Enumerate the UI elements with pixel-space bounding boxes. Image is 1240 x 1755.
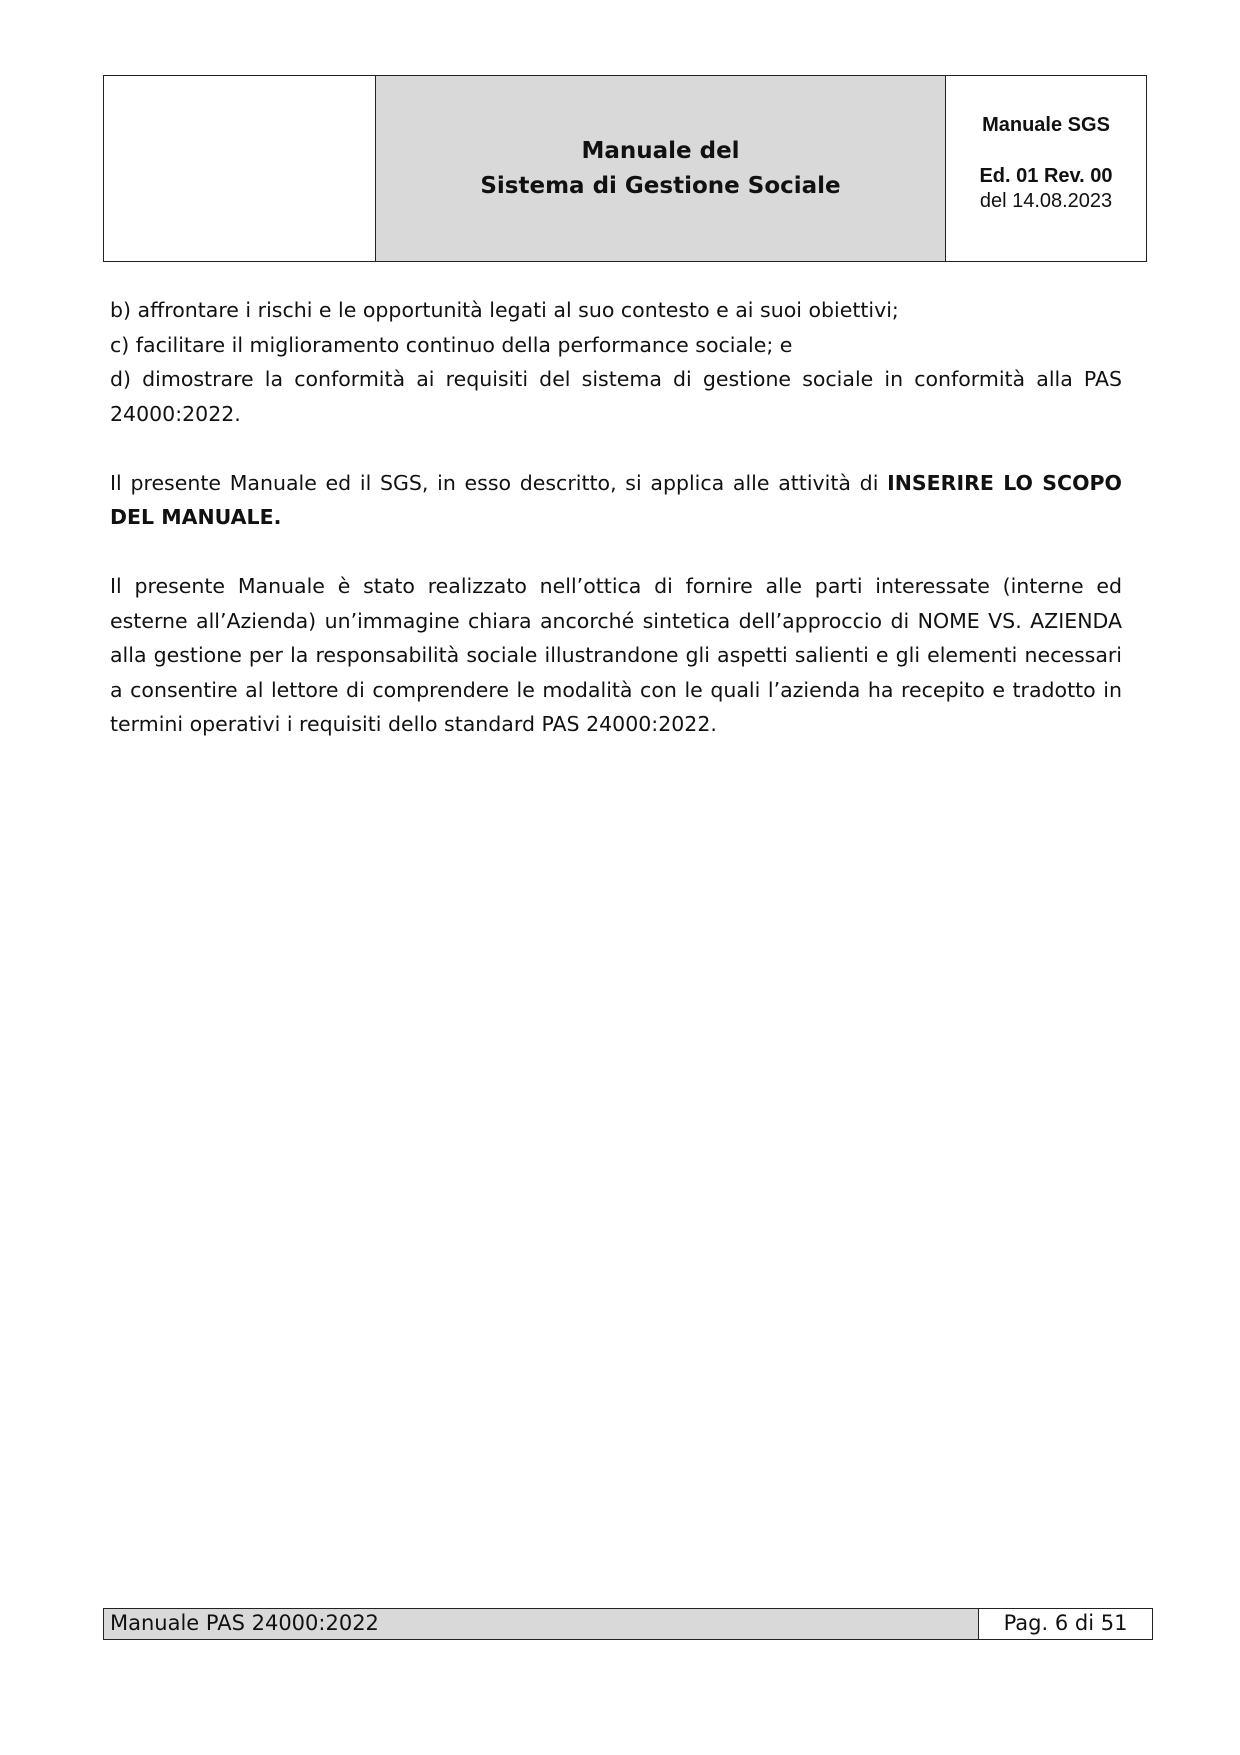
edition-revision: Ed. 01 Rev. 00	[979, 165, 1113, 187]
list-item-d: d) dimostrare la conformità ai requisiti del sistema di gestione sociale in conformità alla PAS 24000:2022.	[110, 367, 1122, 426]
header-meta-cell	[946, 76, 1146, 261]
scope-placeholder: INSERIRE LO SCOPO DEL MANUALE.	[110, 470, 1122, 529]
list-item-c: c) facilitare il miglioramento continuo della performance sociale; e	[110, 332, 793, 357]
doc-code: Manuale SGS	[982, 114, 1110, 136]
paragraph-gap	[110, 431, 1122, 466]
paragraph-gap	[110, 535, 1122, 570]
header-title-cell	[376, 76, 946, 261]
footer-page-number: Pag. 6 di 51	[1003, 1611, 1128, 1635]
page-content	[110, 293, 1122, 742]
revision-date: del 14.08.2023	[979, 190, 1113, 212]
logo-cell	[104, 76, 376, 261]
scope-paragraph	[110, 466, 1122, 535]
header-title-line1: Manuale del	[581, 137, 740, 164]
scope-text: Il presente Manuale ed il SGS, in esso descritto, si applica alle attività di	[110, 470, 888, 495]
purpose-paragraph: Il presente Manuale è stato realizzato nell’ottica di fornire alle parti interessate (interne ed esterne all’Azienda) un’immagine chiara ancorché sintetica dell’approccio di NOME VS. AZIENDA alla gestione per la responsabilità sociale illustrandone gli aspetti salienti e gli elementi necessari a consentire al lettore di comprendere le modalità con le quali l’azienda ha recepito e tradotto in termini operativi i requisiti dello standard PAS 24000:2022.	[110, 574, 1122, 736]
footer-doc-name: Manuale PAS 24000:2022	[104, 1609, 979, 1639]
header-title-line2: Sistema di Gestione Sociale	[480, 172, 841, 199]
document-footer	[103, 1608, 1153, 1640]
list-item-b: b) affrontare i rischi e le opportunità legati al suo contesto e ai suoi obiettivi;	[110, 298, 899, 322]
document-header	[103, 75, 1147, 262]
